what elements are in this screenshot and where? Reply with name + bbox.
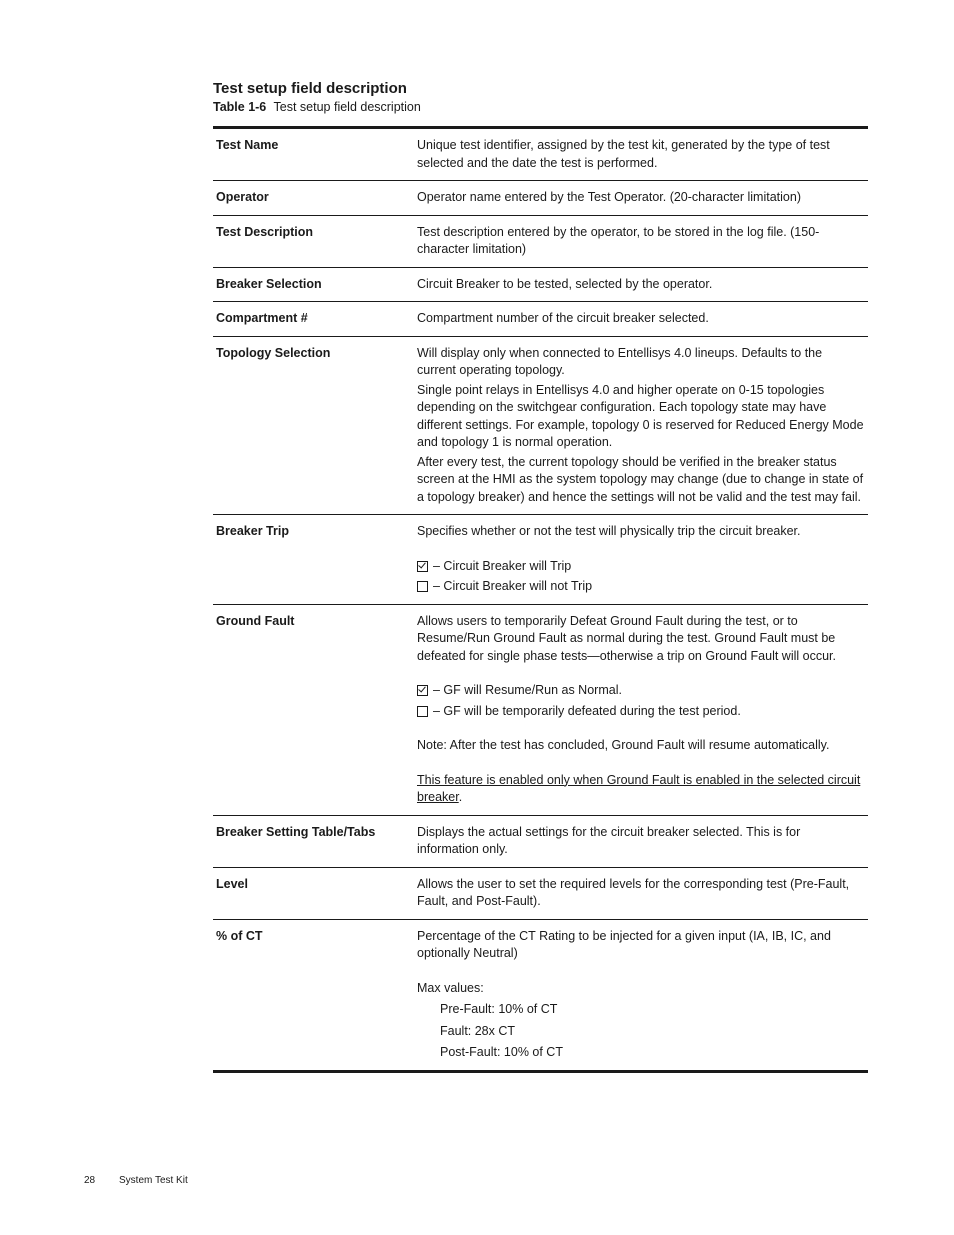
- field-description: Test description entered by the operator, to be stored in the log file. (150-character limitation): [417, 224, 820, 256]
- field-name: Operator: [216, 190, 269, 204]
- table-row-ground-fault: [213, 604, 868, 815]
- feature-link[interactable]: This feature is enabled only when Ground Fault is enabled in the selected circuit breaker: [417, 772, 861, 804]
- field-description: [417, 523, 868, 596]
- note: Note: After the test has concluded, Ground Fault will resume automatically.: [417, 738, 830, 752]
- feature-note: This feature is enabled only when Ground Fault is enabled in the selected circuit breaker.: [417, 772, 861, 804]
- field-name: Compartment #: [216, 311, 308, 325]
- paragraph: After every test, the current topology should be verified in the breaker status screen at the HMI as the system topology may change (due to change in state of a topology breaker) and hence the settings will not be valid and the test may fail.: [417, 454, 864, 504]
- table-row-breaker-trip: [213, 514, 868, 604]
- table-row-compartment: [213, 301, 868, 336]
- field-name: Breaker Setting Table/Tabs: [216, 824, 376, 839]
- field-description: Unique test identifier, assigned by the test kit, generated by the type of test selected and the date the test is performed.: [417, 138, 830, 170]
- table-caption-label: Table 1-6: [213, 100, 267, 114]
- checked-box-icon: [417, 685, 428, 696]
- unchecked-box-icon: [417, 581, 428, 592]
- paragraph: Will display only when connected to Entellisys 4.0 lineups. Defaults to the current operating topology.: [417, 345, 823, 377]
- field-name: % of CT: [216, 928, 263, 943]
- field-description: Operator name entered by the Test Operator. (20-character limitation): [417, 190, 801, 204]
- field-name: Breaker Selection: [216, 276, 322, 291]
- table-row-test-name: [213, 129, 868, 180]
- table-caption: [213, 100, 421, 114]
- field-name: Level: [216, 876, 248, 891]
- option-checked: – GF will Resume/Run as Normal.: [417, 682, 864, 700]
- option-unchecked: – Circuit Breaker will not Trip: [417, 578, 864, 596]
- unchecked-box-icon: [417, 706, 428, 717]
- field-description: Circuit Breaker to be tested, selected by the operator.: [417, 276, 713, 291]
- table-row-level: [213, 867, 868, 919]
- option-checked: – Circuit Breaker will Trip: [417, 558, 864, 576]
- max-value-item: Post-Fault: 10% of CT: [440, 1045, 563, 1059]
- paragraph: Percentage of the CT Rating to be injected for a given input (IA, IB, IC, and optionally Neutral): [417, 928, 831, 960]
- page-title: Test setup field description: [213, 80, 407, 97]
- field-description-table: [213, 126, 868, 1073]
- max-value-item: Fault: 28x CT: [440, 1023, 516, 1038]
- paragraph: Allows users to temporarily Defeat Ground Fault during the test, or to Resume/Run Ground Fault as normal during the test. Ground Fault must be defeated for single phase tests—otherwise a trip on Ground Fault will occur.: [417, 613, 836, 663]
- field-name: Ground Fault: [216, 613, 295, 628]
- table-row-pct-ct: [213, 919, 868, 1070]
- paragraph: Single point relays in Entellisys 4.0 and higher operate on 0-15 topologies depending on the switchgear configuration. Each topology state may have different settings. For example, topology 0 is reserved for Reduced Energy Mode and topology 1 is normal operation.: [417, 382, 864, 449]
- field-description: [417, 613, 868, 807]
- table-row-breaker-selection: [213, 267, 868, 302]
- table-caption-text: Test setup field description: [273, 100, 421, 114]
- table-row-breaker-setting: [213, 815, 868, 867]
- table-row-operator: [213, 180, 868, 215]
- page-number: 28: [84, 1175, 96, 1186]
- field-name: Topology Selection: [216, 345, 331, 360]
- table-row-test-description: [213, 215, 868, 267]
- field-name: Test Description: [216, 224, 314, 239]
- field-name: Test Name: [216, 138, 279, 152]
- field-description: [417, 928, 868, 1062]
- paragraph: Specifies whether or not the test will physically trip the circuit breaker.: [417, 524, 801, 538]
- checked-box-icon: [417, 561, 428, 572]
- field-description: Allows the user to set the required levels for the corresponding test (Pre-Fault, Fault, and Post-Fault).: [417, 876, 850, 908]
- field-description: [417, 345, 868, 507]
- footer-title: System Test Kit: [119, 1175, 188, 1186]
- field-description: Compartment number of the circuit breaker selected.: [417, 311, 709, 325]
- option-unchecked: – GF will be temporarily defeated during the test period.: [417, 703, 864, 721]
- field-name: Breaker Trip: [216, 524, 289, 538]
- max-values-label: Max values:: [417, 980, 484, 995]
- table-row-topology-selection: [213, 336, 868, 515]
- max-value-item: Pre-Fault: 10% of CT: [440, 1002, 558, 1016]
- field-description: Displays the actual settings for the circuit breaker selected. This is for information only.: [417, 824, 801, 856]
